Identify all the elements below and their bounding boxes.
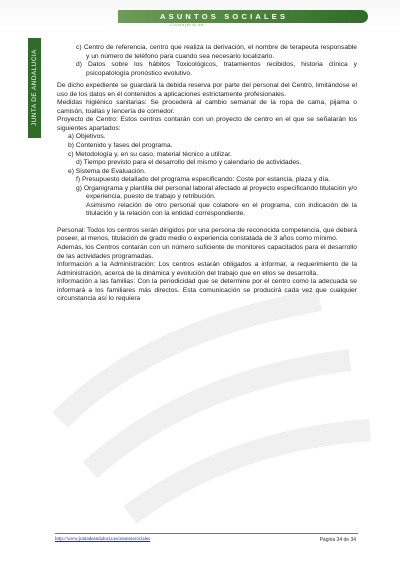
list-item: b) Contenido y fases del programa.: [68, 142, 173, 150]
watermark-arc-2: [90, 360, 350, 470]
list-item: g) Organigrama y plantilla del personal laboral afectado al proyecto especificando titulación y/o experiencia, puesto de trabajo y retribución.: [76, 184, 357, 201]
list-item: d) Datos sobre los hábitos Toxicológicos, tratamientos recibidos, historia clínica y psicopatología pronóstico evolutivo.: [76, 61, 357, 77]
list-item: c) Centro de referencia, centro que realiza la derivación, el nombre de terapeuta responsable y un número de teléfono para cuando sea necesario localizarlo.: [76, 44, 357, 60]
header-subtitle: Consejería de: [170, 23, 205, 27]
list-item: d) Tiempo previsto para el desarrollo del mismo y calendario de actividades.: [76, 159, 302, 167]
watermark-arc-1: [60, 300, 320, 420]
list-item-continuation: Asimismo relación de otro personal que colabore en el programa, con indicación de la titulación y la relación con la entidad correspondiente.: [86, 201, 357, 218]
watermark-arc-3: [130, 430, 370, 515]
paragraph: Personal: Todos los centros serán dirigidos por una persona de reconocida competencia, que deberá poseer, al menos, titulación de grado medio o experiencia constatada de 3 años como mínimo.: [57, 226, 357, 243]
paragraph: Información a la Administración: Los centros estarán obligados a informar, a requerimiento de la Administración, acerca de la dinámica y evolución del trabajo que en ellos se desarrolla.: [57, 261, 357, 277]
footer-link[interactable]: http://www.juntadeandalucia.es/asuntossociales: [55, 537, 151, 542]
paragraph: Información a las familias: Con la periodicidad que se determine por el centro como la adecuada se informará a los familiares más directos. Esta comunicación se producirá cada vez que cualquier circunstancia así lo requiera: [57, 278, 357, 303]
list-item: f) Presupuesto detallado del programa especificando: Coste por estancia, plaza y día.: [76, 176, 330, 184]
footer-divider: [55, 533, 358, 534]
paragraph: Además, los Centros contarán con un número suficiente de monitores capacitados para el desarrollo de las actividades programadas.: [57, 244, 357, 260]
list-item: e) Sistema de Evaluación.: [68, 167, 146, 175]
paragraph: Proyecto de Centro: Estos centros contarán con un proyecto de centro en el que se señalarán los siguientes apartados:: [57, 116, 357, 132]
header-title: ASUNTOS SOCIALES: [160, 12, 289, 21]
paragraph: Medidas higiénico sanitarias: Se procederá al cambio semanal de la ropa de cama, pijama o camisón, toallas y lencería de comedor.: [57, 99, 357, 115]
side-tab-label: JUNTA DE ANDALUCIA: [31, 49, 38, 127]
list-item: a) Objetivos.: [68, 133, 106, 141]
paragraph: De dicho expediente se guardará la debida reserva por parte del personal del Centro, limitándose el uso de los datos en él contenidos a aplicaciones estrictamente profesionales.: [57, 82, 357, 98]
list-item: c) Metodología y, en su caso, material técnico a utilizar.: [68, 150, 232, 158]
document-body: [57, 44, 357, 304]
page-number: Página 34 de 34: [319, 537, 356, 543]
